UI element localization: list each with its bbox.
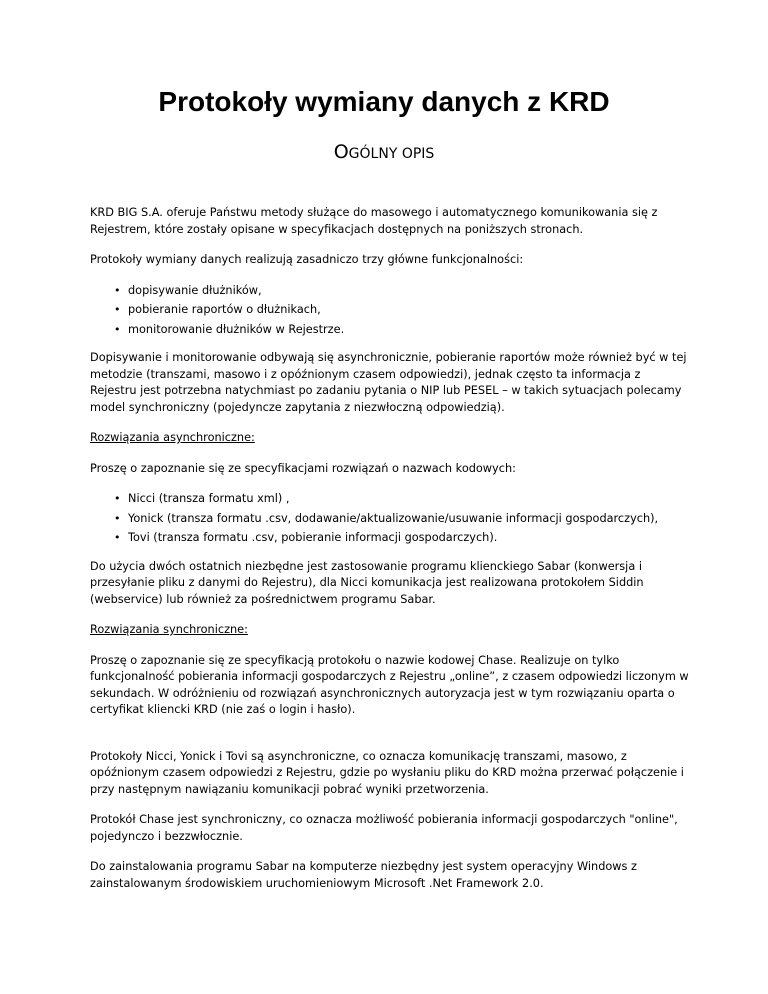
requirements-paragraph: Do zainstalowania programu Sabar na komputerze niezbędny jest system operacyjny Windows z zainstalowanym środowiskiem uruchomieniowym Microsoft .Net Framework 2.0. <box>90 860 637 890</box>
subtitle-rest: GÓLNY OPIS <box>348 146 435 162</box>
bullet-icon: • <box>114 492 121 505</box>
list-item <box>90 530 690 547</box>
async-usage-paragraph: Do użycia dwóch ostatnich niezbędne jest zastosowanie programu klienckiego Sabar (konwersja i przesyłanie pliku z danymi do Rejestru), dla Nicci komunikacja jest realizowana protokołem Siddin (webservice) lub również za pośrednictwem programu Sabar. <box>90 559 644 606</box>
list-item <box>90 322 690 339</box>
sync-text-paragraph: Proszę o zapoznanie się ze specyfikacją protokołu o nazwie kodowej Chase. Realizuje on tylko funkcjonalność pobierania informacji gospodarczych z Rejestru „online”, z czasem odpowiedzi liczonym w sekundach. W odróżnieniu od rozwiązań asynchronicznych autoryzacja jest w tym rozwiązaniu oparta o certyfikat kliencki KRD (nie zaś o login i hasło). <box>90 653 689 716</box>
list-item <box>90 491 690 508</box>
bullet-icon: • <box>114 322 121 336</box>
intro-paragraph: KRD BIG S.A. oferuje Państwu metody służące do masowego i automatycznego komunikowania się z Rejestrem, które zostały opisane w specyfikacjach dostępnych na poniższych stronach. <box>90 206 658 236</box>
functions-list <box>90 283 690 339</box>
list-item-text: dopisywanie dłużników, <box>128 283 262 297</box>
spacer <box>90 733 690 749</box>
bullet-icon: • <box>114 531 121 544</box>
bullet-icon: • <box>114 303 121 316</box>
async-note-paragraph: Dopisywanie i monitorowanie odbywają się asynchronicznie, pobieranie raportów może również być w tej metodzie (transzami, masowo i z opóźnionym czasem odpowiedzi), jednak często ta informacja z Rejestru jest potrzebna natychmiast po zadaniu pytania o NIP lub PESEL – w takich sytuacjach polecamy model synchroniczny (pojedyncze zapytania z niezwłoczną odpowiedzią). <box>90 351 687 414</box>
async-summary-paragraph: Protokoły Nicci, Yonick i Tovi są asynchroniczne, co oznacza komunikację transzami, masowo, z opóźnionym czasem odpowiedzi z Rejestru, gdzie po wysłaniu pliku do KRD można przerwać połączenie i przy następnym nawiązaniu komunikacji pobrać wyniki przetworzenia. <box>90 749 684 796</box>
section-subtitle <box>0 140 768 166</box>
functions-lead-paragraph: Protokoły wymiany danych realizują zasadniczo trzy główne funkcjonalności: <box>90 253 524 266</box>
bullet-icon: • <box>114 511 121 525</box>
list-item-text: pobieranie raportów o dłużnikach, <box>128 303 321 316</box>
list-item <box>90 283 690 300</box>
page-title: Protokoły wymiany danych z KRD <box>158 86 610 117</box>
subtitle-initial: O <box>333 141 349 163</box>
bullet-icon: • <box>114 283 121 297</box>
list-item-text: Tovi (transza formatu .csv, pobieranie informacji gospodarczych). <box>128 531 498 544</box>
list-item-text: Nicci (transza formatu xml) , <box>128 492 290 505</box>
async-solutions-list <box>90 491 690 547</box>
async-heading: Rozwiązania asynchroniczne: <box>90 431 255 444</box>
list-item <box>90 511 690 528</box>
list-item-text: Yonick (transza formatu .csv, dodawanie/aktualizowanie/usuwanie informacji gospodarczych), <box>128 511 659 525</box>
list-item-text: monitorowanie dłużników w Rejestrze. <box>128 322 345 336</box>
sync-summary-paragraph: Protokół Chase jest synchroniczny, co oznacza możliwość pobierania informacji gospodarczych "online", pojedynczo i bezzwłocznie. <box>90 813 678 843</box>
sync-heading: Rozwiązania synchroniczne: <box>90 623 248 636</box>
async-lead-paragraph: Proszę o zapoznanie się ze specyfikacjami rozwiązań o nazwach kodowych: <box>90 461 516 475</box>
list-item <box>90 302 690 319</box>
document-body <box>90 205 690 906</box>
